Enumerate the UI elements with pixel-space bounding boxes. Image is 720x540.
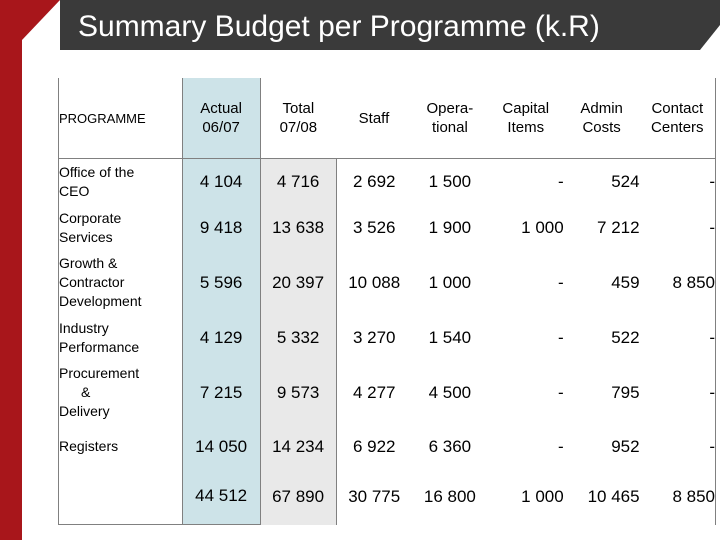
- header-actual: Actual 06/07: [182, 78, 260, 159]
- programme-cell: Industry Performance: [59, 315, 183, 361]
- header-operational: Opera- tional: [426, 100, 474, 136]
- contact-cell: -: [640, 315, 716, 361]
- contact-cell: -: [640, 361, 716, 425]
- contact-cell: 8 850: [640, 251, 716, 315]
- capital-cell: -: [558, 327, 564, 347]
- actual-cell: 7 215: [182, 361, 260, 425]
- total-admin-cell: 10 465: [587, 486, 640, 506]
- header-programme: PROGRAMME: [59, 78, 183, 159]
- capital-cell: -: [488, 159, 564, 205]
- total-capital-cell: 1 000: [521, 486, 564, 506]
- capital-cell: 1 000: [521, 217, 564, 237]
- admin-cell: 795: [611, 382, 640, 402]
- totals-row: [59, 469, 716, 525]
- admin-cell: 7 212: [597, 217, 640, 237]
- page-title: Summary Budget per Programme (k.R): [78, 10, 600, 43]
- admin-cell: 459: [611, 272, 640, 292]
- table-row: [59, 361, 716, 425]
- actual-cell: 9 418: [182, 205, 260, 251]
- decorative-band: [0, 0, 22, 540]
- operational-cell: 1 540: [428, 327, 472, 347]
- total-actual-cell: 44 512: [182, 469, 260, 525]
- total-contact-cell: 8 850: [640, 469, 716, 525]
- total-cell: 4 716: [260, 159, 336, 205]
- header-admin: Admin Costs: [580, 100, 623, 136]
- header-contact: Contact Centers: [640, 78, 716, 159]
- programme-cell: Corporate Services: [59, 205, 183, 251]
- decorative-wedge: [0, 0, 60, 40]
- operational-cell: 4 500: [428, 382, 472, 402]
- actual-cell: 14 050: [182, 425, 260, 469]
- actual-cell: 4 104: [182, 159, 260, 205]
- totals-label-cell: [59, 469, 183, 525]
- staff-cell: 10 088: [348, 272, 401, 292]
- operational-cell: 6 360: [428, 436, 472, 456]
- capital-cell: -: [558, 436, 564, 456]
- table-row: [59, 315, 716, 361]
- budget-table: [58, 78, 716, 525]
- programme-cell: Registers: [59, 425, 183, 469]
- programme-cell: Growth & Contractor Development: [59, 251, 183, 315]
- programme-cell: Office of the CEO: [59, 159, 183, 205]
- staff-cell: 4 277: [352, 382, 396, 402]
- admin-cell: 952: [611, 436, 640, 456]
- total-cell: 9 573: [260, 361, 336, 425]
- programme-cell: Procurement & Delivery: [59, 361, 183, 425]
- staff-cell: 3 270: [352, 327, 396, 347]
- contact-cell: -: [640, 425, 716, 469]
- admin-cell: 524: [564, 159, 640, 205]
- operational-cell: 1 900: [428, 217, 472, 237]
- total-cell: 20 397: [260, 251, 336, 315]
- total-total-cell: 67 890: [260, 469, 336, 525]
- actual-cell: 5 596: [182, 251, 260, 315]
- table-row: [59, 425, 716, 469]
- table-row: [59, 205, 716, 251]
- staff-cell: 2 692: [336, 159, 412, 205]
- operational-cell: 1 000: [428, 272, 472, 292]
- capital-cell: -: [558, 272, 564, 292]
- table-row: [59, 251, 716, 315]
- operational-cell: 1 500: [412, 159, 488, 205]
- total-cell: 5 332: [260, 315, 336, 361]
- staff-cell: 6 922: [352, 436, 396, 456]
- contact-cell: -: [640, 159, 716, 205]
- actual-cell: 4 129: [182, 315, 260, 361]
- capital-cell: -: [558, 382, 564, 402]
- header-row: [59, 78, 716, 159]
- staff-cell: 3 526: [352, 217, 396, 237]
- total-cell: 14 234: [260, 425, 336, 469]
- total-staff-cell: 30 775: [348, 486, 401, 506]
- header-capital: Capital Items: [502, 100, 550, 136]
- admin-cell: 522: [611, 327, 640, 347]
- total-operational-cell: 16 800: [423, 486, 476, 506]
- header-total: Total 07/08: [260, 78, 336, 159]
- contact-cell: -: [640, 205, 716, 251]
- table-row: [59, 159, 716, 205]
- total-cell: 13 638: [260, 205, 336, 251]
- header-staff: Staff: [358, 109, 390, 127]
